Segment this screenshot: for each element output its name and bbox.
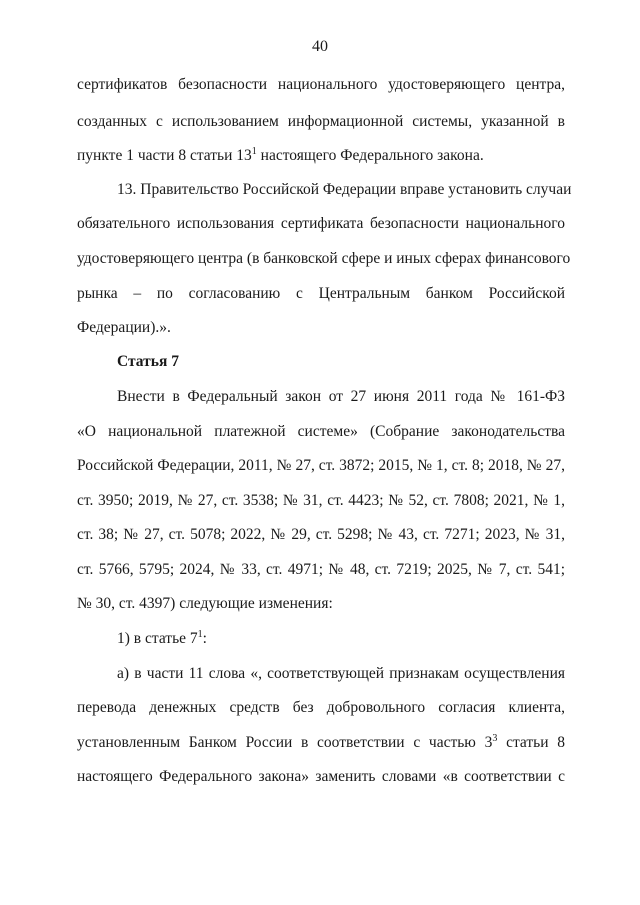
text-line: Российской Федерации, 2011, № 27, ст. 3872; 2015, № 1, ст. 8; 2018, № 27,: [77, 457, 565, 474]
text-line: а) в части 11 слова «, соответствующей признакам осуществления: [117, 665, 565, 682]
text-line: сертификатов безопасности национального удостоверяющего центра,: [77, 76, 565, 93]
text-line: № 30, ст. 4397) следующие изменения:: [77, 595, 333, 612]
superscript: 3: [492, 733, 498, 744]
text-line: созданных с использованием информационной системы, указанной в: [77, 113, 565, 130]
text-line: ст. 3950; 2019, № 27, ст. 3538; № 31, ст. 4423; № 52, ст. 7808; 2021, № 1,: [77, 492, 565, 509]
text-line: пункте 1 части 8 статьи $13^1$ настоящего Федерального закона.: [77, 146, 484, 164]
superscript: 1: [197, 629, 203, 640]
superscript: 1: [251, 146, 257, 157]
text-line: ст. 38; № 27, ст. 5078; 2022, № 29, ст. 5298; № 43, ст. 7271; 2023, № 31,: [77, 526, 565, 543]
text-line: удостоверяющего центра (в банковской сфере и иных сферах финансового: [77, 250, 571, 267]
text-line: 1) в статье $7^1$:: [117, 629, 207, 647]
text-line: установленным Банком России в соответствии с частью $3^3$ статьи 8: [77, 733, 565, 751]
article-heading: Статья 7: [117, 353, 179, 370]
page-number: 40: [312, 38, 328, 55]
text-line: настоящего Федерального закона» заменить словами «в соответствии с: [77, 768, 565, 785]
text-line: «О национальной платежной системе» (Собрание законодательства: [77, 423, 565, 440]
text-line: перевода денежных средств без добровольного согласия клиента,: [77, 699, 565, 716]
text-line: 13. Правительство Российской Федерации вправе установить случаи: [117, 181, 572, 198]
text-line: рынка – по согласованию с Центральным банком Российской: [77, 285, 565, 302]
text-line: Федерации).».: [77, 319, 171, 336]
text-line: обязательного использования сертификата безопасности национального: [77, 215, 565, 232]
text-line: Внести в Федеральный закон от 27 июня 2011 года № 161-ФЗ: [117, 388, 565, 405]
text-line: ст. 5766, 5795; 2024, № 33, ст. 4971; № 48, ст. 7219; 2025, № 7, ст. 541;: [77, 561, 565, 578]
